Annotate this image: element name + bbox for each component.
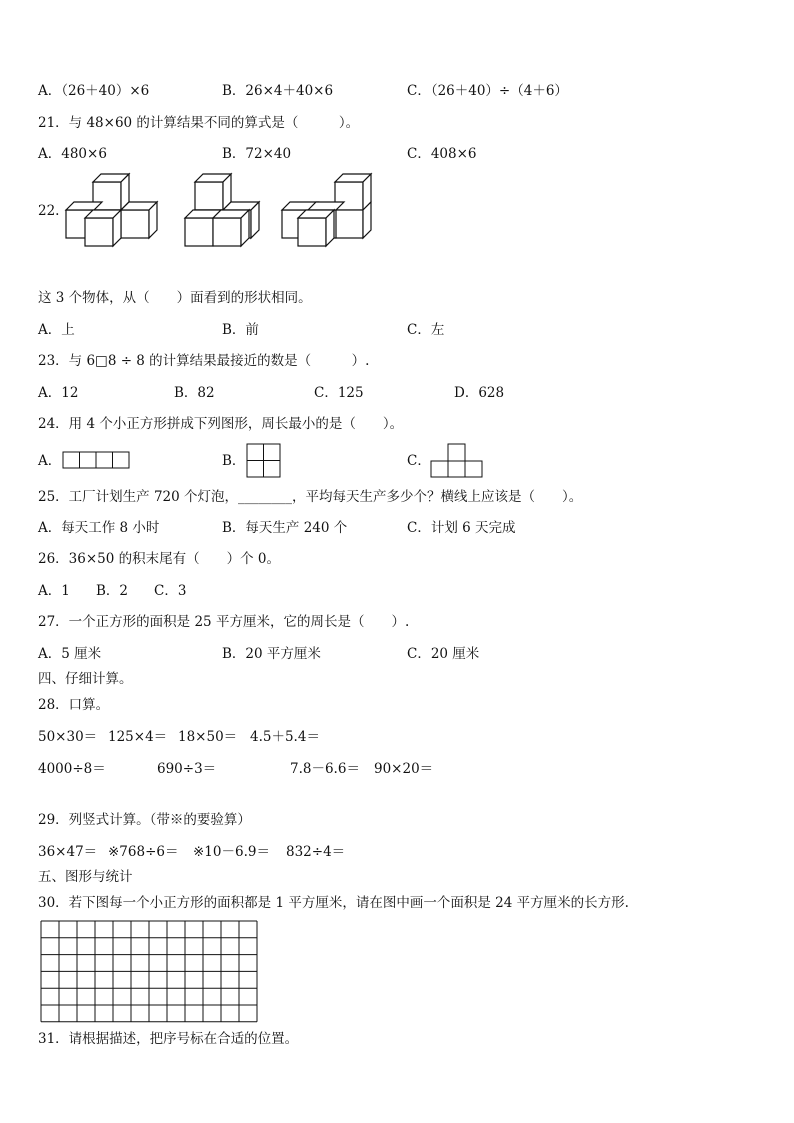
q22-option-b[interactable]: B．前: [222, 322, 259, 338]
q21-option-b[interactable]: B．72×40: [222, 146, 292, 162]
q28-item: 7.8－6.6＝: [290, 761, 360, 777]
q23-option-d[interactable]: D．628: [454, 385, 505, 401]
q20-option-b[interactable]: B．26×4＋40×6: [222, 83, 334, 99]
q21-stem: 21．与 48×60 的计算结果不同的算式是（ ）。: [38, 115, 360, 131]
q28-item: 90×20＝: [374, 761, 434, 777]
q31-stem: 31．请根据描述，把序号标在合适的位置。: [38, 1031, 299, 1047]
cube-figure-1: [66, 174, 157, 246]
q29-item: ※10－6.9＝: [193, 844, 270, 860]
q29-item: 36×47＝: [38, 844, 98, 860]
q30-stem: 30．若下图每一个小正方形的面积都是 1 平方厘米，请在图中画一个面积是 24 平方厘米的长方形.: [38, 895, 629, 911]
q20-option-c[interactable]: C．（26＋40）÷（4＋6）: [407, 83, 568, 99]
q22-option-c[interactable]: C．左: [407, 322, 445, 338]
q28-item: 125×4＝: [108, 729, 168, 745]
q24-shape-b: [246, 443, 282, 479]
q27-option-c[interactable]: C．20 厘米: [407, 646, 480, 662]
q26-option-b[interactable]: B．2: [96, 583, 129, 599]
q25-stem: 25．工厂计划生产 720 个灯泡，________，平均每天生产多少个？横线上应该是（ ）。: [38, 489, 583, 505]
section-5-heading: 五、图形与统计: [38, 869, 133, 885]
q24-shape-c: [430, 443, 486, 479]
q25-option-b[interactable]: B．每天生产 240 个: [222, 520, 348, 536]
q22-stem: 这 3 个物体，从（ ）面看到的形状相同。: [38, 290, 312, 306]
q29-item: ※768÷6＝: [108, 844, 179, 860]
q29-item: 832÷4＝: [286, 844, 346, 860]
q26-option-c[interactable]: C．3: [154, 583, 187, 599]
q22-cube-figures: [60, 168, 380, 252]
q23-option-a[interactable]: A．12: [38, 385, 79, 401]
q22-number: 22.: [38, 203, 60, 219]
cube-figure-2: [185, 174, 259, 246]
q25-option-c[interactable]: C．计划 6 天完成: [407, 520, 516, 536]
q30-grid[interactable]: [40, 920, 262, 1024]
q24-stem: 24．用 4 个小正方形拼成下列图形，周长最小的是（ ）。: [38, 416, 404, 432]
q26-stem: 26．36×50 的积末尾有（ ）个 0。: [38, 551, 281, 567]
q21-option-a[interactable]: A．480×6: [38, 146, 107, 162]
q23-option-b[interactable]: B．82: [174, 385, 215, 401]
q28-item: 4000÷8＝: [38, 761, 106, 777]
q22-option-a[interactable]: A．上: [38, 322, 75, 338]
q25-option-a[interactable]: A．每天工作 8 小时: [38, 520, 160, 536]
q23-stem: 23．与 6□8 ÷ 8 的计算结果最接近的数是（ ）.: [38, 353, 370, 369]
section-4-heading: 四、仔细计算。: [38, 671, 133, 687]
q26-option-a[interactable]: A．1: [38, 583, 70, 599]
q24-option-c[interactable]: C．: [407, 453, 431, 469]
q20-option-a[interactable]: A．（26＋40）×6: [38, 83, 150, 99]
q29-stem: 29．列竖式计算。（带※的要验算）: [38, 812, 251, 828]
q27-option-b[interactable]: B．20 平方厘米: [222, 646, 321, 662]
q24-shape-a: [62, 451, 132, 471]
q23-option-c[interactable]: C．125: [314, 385, 364, 401]
q24-option-b[interactable]: B．: [222, 453, 246, 469]
q24-option-a[interactable]: A．: [38, 453, 62, 469]
q28-item: 18×50＝: [178, 729, 238, 745]
q28-item: 690÷3＝: [157, 761, 217, 777]
q28-stem: 28．口算。: [38, 697, 110, 713]
q28-item: 4.5＋5.4＝: [250, 729, 320, 745]
q27-option-a[interactable]: A．5 厘米: [38, 646, 102, 662]
cube-figure-3: [282, 174, 371, 246]
q27-stem: 27．一个正方形的面积是 25 平方厘米，它的周长是（ ）.: [38, 614, 410, 630]
q28-item: 50×30＝: [38, 729, 98, 745]
q21-option-c[interactable]: C．408×6: [407, 146, 477, 162]
